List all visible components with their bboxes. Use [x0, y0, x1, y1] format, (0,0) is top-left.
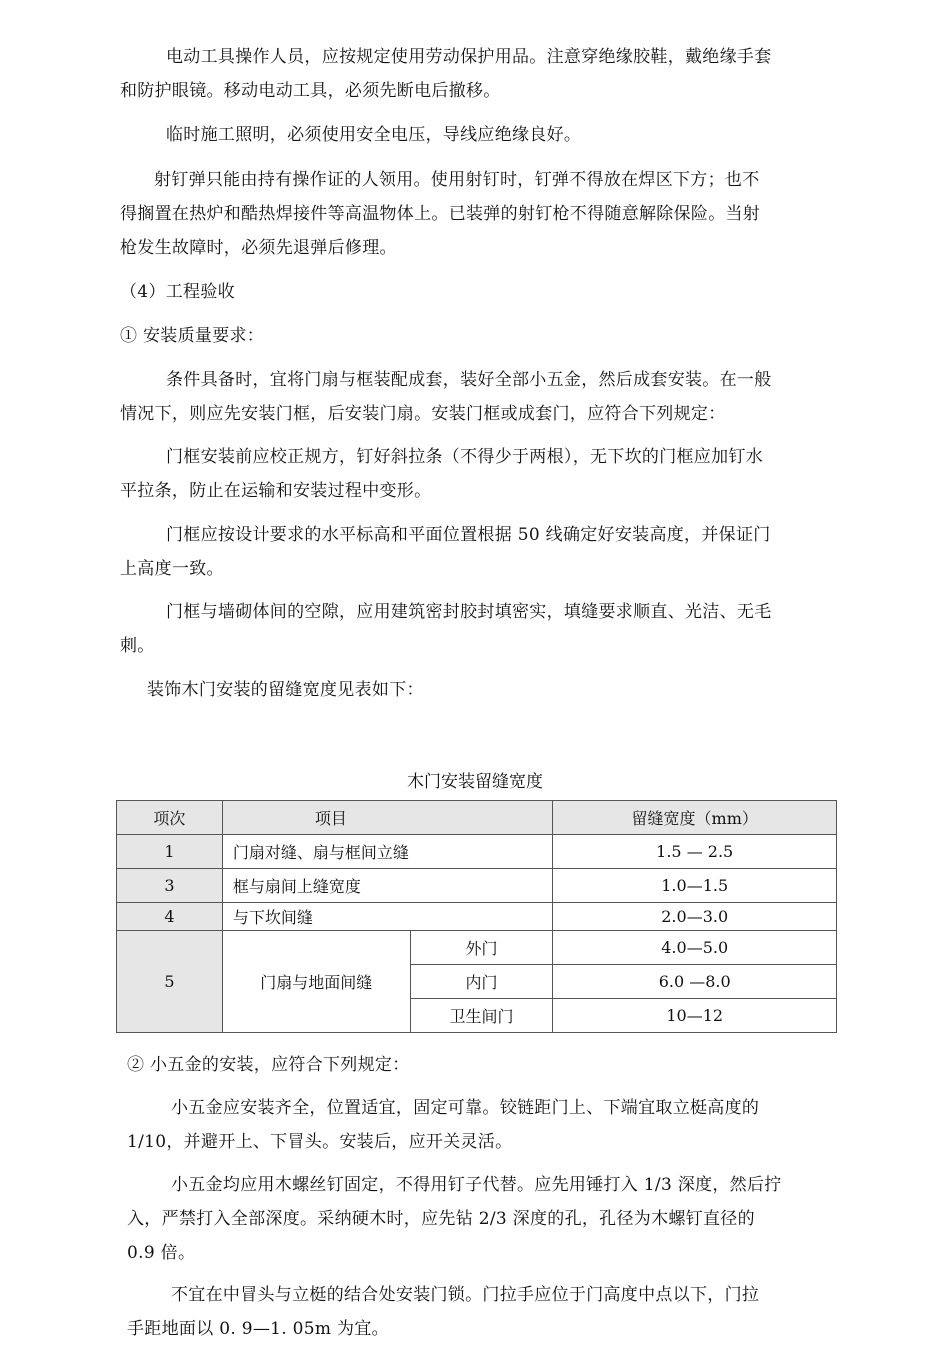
text-line: ② 小五金的安装，应符合下列规定： — [127, 1055, 410, 1075]
text-line: 不宜在中冒头与立梃的结合处安装门锁。门拉手应位于门高度中点以下，门拉 — [171, 1285, 760, 1305]
row-number: 4 — [117, 903, 223, 931]
row-value: 2.0—3.0 — [553, 903, 837, 931]
row-subitem: 内门 — [410, 965, 553, 999]
row-item: 框与扇间上缝宽度 — [222, 869, 553, 903]
text-line: 刺。 — [120, 636, 155, 656]
header-cell: 项目 — [222, 801, 553, 835]
table-row — [117, 869, 837, 903]
row-number: 3 — [117, 869, 223, 903]
gap-width-table — [116, 800, 837, 1033]
subheading-quality-requirements — [120, 319, 840, 353]
text-line: 装饰木门安装的留缝宽度见表如下： — [147, 680, 424, 700]
text-line: 上高度一致。 — [120, 559, 224, 579]
text-line: 1/10，并避开上、下冒头。安装后，应开关灵活。 — [127, 1132, 513, 1152]
row-value: 6.0 —8.0 — [553, 965, 837, 999]
paragraph-frame-height — [120, 518, 840, 586]
row-item: 门扇对缝、扇与框间立缝 — [222, 835, 553, 869]
row-value: 1.0—1.5 — [553, 869, 837, 903]
text-line: 得搁置在热炉和酷热焊接件等高温物体上。已装弹的射钉枪不得随意解除保险。当射 — [120, 204, 761, 224]
text-line: 射钉弹只能由持有操作证的人领用。使用射钉时，钉弹不得放在焊区下方；也不 — [154, 170, 760, 190]
row-number: 1 — [117, 835, 223, 869]
text-line: （4）工程验收 — [120, 282, 235, 302]
text-line: 门框与墙砌体间的空隙，应用建筑密封胶封填密实，填缝要求顺直、光洁、无毛 — [166, 602, 772, 622]
table-row — [117, 835, 837, 869]
text-line: 临时施工照明，必须使用安全电压，导线应绝缘良好。 — [166, 125, 582, 145]
text-line: 条件具备时，宜将门扇与框装配成套，装好全部小五金，然后成套安装。在一般 — [166, 370, 772, 390]
text-line: 平拉条，防止在运输和安装过程中变形。 — [120, 481, 432, 501]
row-subitem: 卫生间门 — [410, 999, 553, 1033]
text-line: 0.9 倍。 — [127, 1243, 196, 1263]
table-caption: 木门安装留缝宽度 — [407, 772, 543, 792]
text-line: 门框应按设计要求的水平标高和平面位置根据 50 线确定好安装高度，并保证门 — [166, 525, 771, 545]
row-subitem: 外门 — [410, 931, 553, 965]
paragraph-power-tools — [120, 40, 840, 108]
paragraph-frame-correction — [120, 440, 840, 508]
text-line: 门框安装前应校正规方，钉好斜拉条（不得少于两根），无下坎的门框应加钉水 — [166, 447, 763, 467]
paragraph-temp-lighting — [120, 118, 840, 152]
row-value: 4.0—5.0 — [553, 931, 837, 965]
table-row — [117, 931, 837, 965]
text-line: 手距地面以 0. 9—1. 05m 为宜。 — [127, 1319, 389, 1339]
header-cell: 留缝宽度（mm） — [553, 801, 837, 835]
text-line: 情况下，则应先安装门框，后安装门扇。安装门框或成套门，应符合下列规定： — [120, 404, 726, 424]
text-line: 枪发生故障时，必须先退弹后修理。 — [120, 238, 397, 258]
row-number: 5 — [117, 931, 223, 1033]
paragraph-frame-gap — [120, 595, 840, 663]
paragraph-lock-handle — [127, 1278, 840, 1346]
paragraph-table-intro — [120, 673, 840, 707]
text-line: ① 安装质量要求： — [120, 326, 265, 346]
text-line: 入，严禁打入全部深度。采纳硬木时，应先钻 2/3 深度的孔，孔径为木螺钉直径的 — [127, 1209, 755, 1229]
row-value: 10—12 — [553, 999, 837, 1033]
paragraph-assembly — [120, 363, 840, 431]
section-heading-acceptance — [120, 275, 840, 309]
table-row — [117, 903, 837, 931]
text-line: 电动工具操作人员，应按规定使用劳动保护用品。注意穿绝缘胶鞋，戴绝缘手套 — [166, 47, 772, 67]
text-line: 小五金应安装齐全，位置适宜，固定可靠。铰链距门上、下端宜取立梃高度的 — [171, 1098, 760, 1118]
row-value: 1.5 — 2.5 — [553, 835, 837, 869]
paragraph-hardware-fixing — [127, 1091, 840, 1159]
text-line: 和防护眼镜。移动电动工具，必须先断电后撤移。 — [120, 81, 501, 101]
table-header-row — [117, 801, 837, 835]
row-item: 门扇与地面间缝 — [222, 931, 410, 1033]
paragraph-nail-gun — [120, 163, 840, 265]
text-line: 小五金均应用木螺丝钉固定，不得用钉子代替。应先用锤打入 1/3 深度，然后拧 — [171, 1175, 782, 1195]
subheading-hardware — [127, 1048, 840, 1082]
paragraph-screws — [127, 1168, 840, 1270]
header-cell: 项次 — [117, 801, 223, 835]
row-item: 与下坎间缝 — [222, 903, 553, 931]
